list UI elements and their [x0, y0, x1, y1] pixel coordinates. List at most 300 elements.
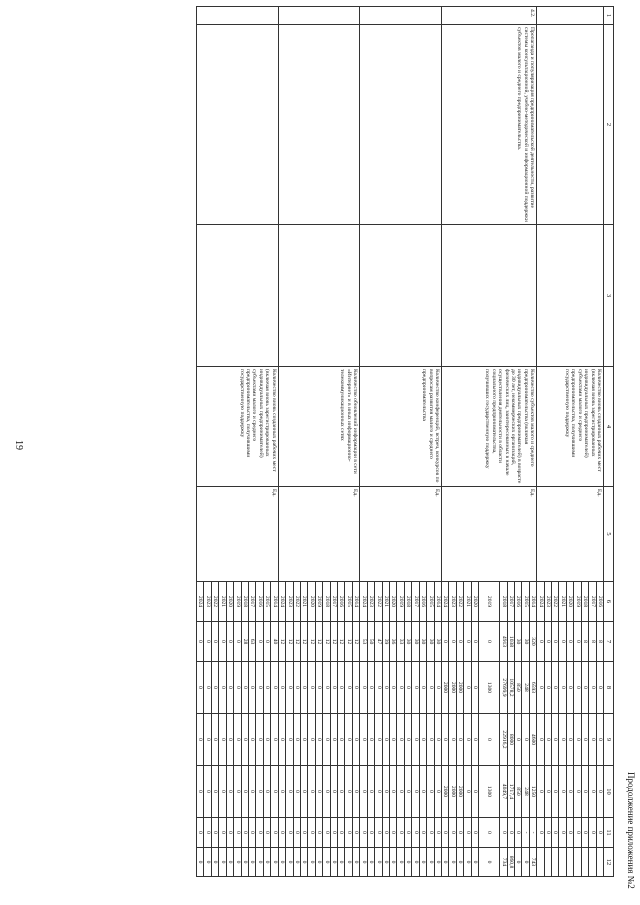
value-cell: 0	[315, 662, 322, 714]
value-cell: 0	[300, 714, 307, 766]
value-cell: 0	[293, 818, 300, 848]
executor-cell	[441, 225, 536, 367]
value-cell: 0	[204, 662, 211, 714]
value-cell: 0	[271, 848, 278, 877]
value-cell: 0	[427, 818, 434, 848]
value-cell: 0	[375, 662, 382, 714]
value-cell: 0	[596, 714, 603, 766]
year-cell: 2014	[271, 582, 278, 622]
header-row	[604, 7, 614, 877]
value-cell	[596, 848, 603, 877]
value-cell: 0	[197, 766, 204, 818]
year-cell: 2018	[404, 582, 411, 622]
value-cell: 2000	[456, 662, 463, 714]
value-cell: 22916,2	[500, 714, 507, 766]
value-cell: 8000	[507, 714, 514, 766]
value-cell: 0	[204, 766, 211, 818]
header-cell: 1	[604, 7, 614, 25]
year-cell: 2021	[300, 582, 307, 622]
header-cell: 3	[604, 225, 614, 367]
value-cell: 40	[271, 622, 278, 662]
value-cell: 0	[271, 818, 278, 848]
value-cell: 0	[315, 818, 322, 848]
value-cell: 0	[581, 818, 588, 848]
value-cell: 0	[456, 622, 463, 662]
value-cell: 0	[367, 766, 374, 818]
indicator-name-cell: Количество конференций, встреч, конкурсов по вопросам развития малого и среднего предпринимательства	[360, 367, 442, 487]
value-cell: 0	[382, 662, 389, 714]
year-cell: 2023	[449, 582, 456, 622]
value-cell: 0	[211, 818, 218, 848]
value-cell: 2000	[441, 766, 448, 818]
table-row	[352, 7, 359, 877]
value-cell: 0	[404, 662, 411, 714]
value-cell: 0	[234, 818, 241, 848]
value-cell: 0	[278, 848, 285, 877]
value-cell: 0	[479, 622, 500, 662]
value-cell: 0	[330, 714, 337, 766]
value-cell: 0	[479, 848, 500, 877]
value-cell: 248	[522, 766, 529, 818]
value-cell: 0	[500, 818, 507, 848]
year-cell: 2018	[581, 582, 588, 622]
value-cell	[581, 848, 588, 877]
value-cell: 0	[544, 662, 551, 714]
year-cell: 2015	[345, 582, 352, 622]
value-cell: 0	[566, 766, 573, 818]
value-cell: 0	[256, 766, 263, 818]
year-cell: 2022	[456, 582, 463, 622]
value-cell: 0	[308, 662, 315, 714]
value-cell: 0	[300, 766, 307, 818]
value-cell: 0	[241, 714, 248, 766]
value-cell: 12	[315, 622, 322, 662]
value-cell: 0	[300, 818, 307, 848]
value-cell: 33	[397, 622, 404, 662]
value-cell: 0	[293, 662, 300, 714]
value-cell: 0	[345, 848, 352, 877]
year-cell: 2019	[315, 582, 322, 622]
value-cell: 0	[574, 622, 581, 662]
value-cell: 0	[300, 848, 307, 877]
value-cell: 8	[589, 622, 596, 662]
value-cell: 0	[263, 848, 270, 877]
value-cell: 0	[256, 622, 263, 662]
value-cell: 0	[574, 714, 581, 766]
value-cell: 0	[596, 662, 603, 714]
value-cell: 30	[522, 622, 529, 662]
value-cell: 0	[293, 714, 300, 766]
value-cell: 0	[390, 848, 397, 877]
value-cell: 0	[559, 766, 566, 818]
value-cell: 0	[211, 848, 218, 877]
value-cell: 0	[419, 848, 426, 877]
header-cell: 5	[604, 487, 614, 582]
year-cell: 2017	[412, 582, 419, 622]
value-cell: 0	[456, 818, 463, 848]
value-cell: 0	[464, 662, 471, 714]
value-cell: 0	[375, 766, 382, 818]
value-cell: 0	[537, 714, 544, 766]
value-cell: 30	[427, 622, 434, 662]
value-cell: 0	[427, 714, 434, 766]
year-cell: 2020	[566, 582, 573, 622]
value-cell: 0	[581, 662, 588, 714]
value-cell: 0	[286, 848, 293, 877]
value-cell: -	[522, 818, 529, 848]
value-cell: 0	[293, 848, 300, 877]
value-cell: 0	[256, 818, 263, 848]
appendix-caption: Продолжение приложения №2	[626, 772, 636, 889]
table-row	[596, 7, 603, 877]
value-cell: 0	[522, 714, 529, 766]
table-row	[271, 7, 278, 877]
value-cell: 0	[219, 714, 226, 766]
value-cell: 0	[197, 714, 204, 766]
value-cell: 0	[552, 714, 559, 766]
value-cell: 0	[286, 766, 293, 818]
value-cell: 0	[471, 818, 478, 848]
value-cell	[574, 848, 581, 877]
year-cell: 2015	[522, 582, 529, 622]
value-cell: 860,8	[507, 848, 514, 877]
value-cell: 0	[434, 766, 441, 818]
value-cell: 850	[514, 662, 521, 714]
row-number-cell	[360, 7, 442, 25]
year-cell: 2018	[323, 582, 330, 622]
year-cell: 2022	[552, 582, 559, 622]
year-cell: 2016	[514, 582, 521, 622]
value-cell: 0	[419, 662, 426, 714]
value-cell: 0	[559, 818, 566, 848]
value-cell: 0	[427, 662, 434, 714]
value-cell: 12	[278, 622, 285, 662]
value-cell: 0	[559, 714, 566, 766]
value-cell: 0	[308, 766, 315, 818]
indicator-name-cell: Количество субъектов малого и среднего предпринимательства (включая индивидуальных предпринимателей) в возрасте до 30 лет, некоммерческих организаций, физических лиц, заинтересованных в начале осуществления деятельности в области социального предпринимательства, получивших государственную поддержку	[441, 367, 536, 487]
value-cell: 12	[300, 622, 307, 662]
year-cell: 2017	[330, 582, 337, 622]
value-cell: 0	[441, 848, 448, 877]
value-cell: 0	[367, 848, 374, 877]
value-cell: 0	[522, 848, 529, 877]
value-cell: 0	[559, 622, 566, 662]
value-cell: 53	[360, 622, 367, 662]
unit-cell: Ед.	[278, 487, 360, 582]
value-cell: 0	[286, 818, 293, 848]
value-cell: 0	[390, 662, 397, 714]
value-cell: 0	[263, 622, 270, 662]
executor-cell	[360, 225, 442, 367]
value-cell: -	[529, 818, 536, 848]
value-cell: 0	[308, 818, 315, 848]
value-cell: 27699,9	[500, 662, 507, 714]
value-cell: 0	[249, 662, 256, 714]
unit-cell: Ед.	[360, 487, 442, 582]
unit-cell: Ед.	[537, 487, 604, 582]
value-cell: 0	[596, 766, 603, 818]
value-cell: 0	[226, 714, 233, 766]
value-cell: 0	[219, 766, 226, 818]
year-cell: 2020	[308, 582, 315, 622]
value-cell: 0	[419, 766, 426, 818]
header-cell: 7	[604, 622, 614, 662]
value-cell: 0	[412, 848, 419, 877]
value-cell: 0	[219, 818, 226, 848]
value-cell: 0	[404, 818, 411, 848]
value-cell: 0	[397, 848, 404, 877]
value-cell: 0	[204, 848, 211, 877]
value-cell: 0	[256, 714, 263, 766]
year-cell: 2018	[241, 582, 248, 622]
unit-cell: Ед.	[441, 487, 536, 582]
unit-cell: Ед.	[197, 487, 279, 582]
table-body	[197, 7, 604, 877]
value-cell: 248	[522, 662, 529, 714]
executor-cell	[278, 225, 360, 367]
value-cell: 0	[434, 818, 441, 848]
value-cell: 0	[471, 622, 478, 662]
value-cell	[566, 848, 573, 877]
value-cell: 0	[323, 766, 330, 818]
value-cell: 0	[566, 714, 573, 766]
value-cell: 0	[544, 766, 551, 818]
value-cell: 0	[566, 818, 573, 848]
value-cell: 0	[323, 818, 330, 848]
value-cell: 39	[382, 622, 389, 662]
value-cell: 0	[338, 848, 345, 877]
value-cell: 0	[211, 622, 218, 662]
value-cell: 0	[596, 818, 603, 848]
value-cell: 0	[434, 714, 441, 766]
value-cell: 30	[419, 622, 426, 662]
value-cell: 0	[263, 766, 270, 818]
value-cell: 0	[449, 714, 456, 766]
value-cell: 0	[427, 848, 434, 877]
value-cell: 0	[278, 662, 285, 714]
value-cell: 0	[330, 766, 337, 818]
value-cell: 734	[500, 848, 507, 877]
value-cell: 0	[226, 848, 233, 877]
year-cell: 2014	[434, 582, 441, 622]
value-cell: 0	[367, 818, 374, 848]
value-cell: 0	[338, 766, 345, 818]
year-cell: 2023	[544, 582, 551, 622]
year-cell: 2017	[589, 582, 596, 622]
value-cell: 0	[471, 714, 478, 766]
value-cell: 0	[360, 818, 367, 848]
value-cell: 0	[271, 766, 278, 818]
year-cell: 2021	[559, 582, 566, 622]
value-cell: 2000	[449, 662, 456, 714]
value-cell: 0	[390, 818, 397, 848]
value-cell: 0	[375, 714, 382, 766]
year-cell: 2015	[427, 582, 434, 622]
value-cell: 0	[249, 848, 256, 877]
value-cell: 0	[390, 766, 397, 818]
value-cell: 0	[589, 662, 596, 714]
value-cell: 0	[256, 848, 263, 877]
value-cell: 1300	[479, 766, 500, 818]
row-number-cell	[537, 7, 604, 25]
value-cell: 0	[537, 818, 544, 848]
value-cell: 0	[234, 714, 241, 766]
value-cell: 12	[323, 622, 330, 662]
value-cell: 0	[456, 714, 463, 766]
value-cell: 0	[263, 714, 270, 766]
value-cell: 0	[234, 662, 241, 714]
value-cell: 0	[345, 714, 352, 766]
value-cell: 0	[382, 714, 389, 766]
value-cell: 47	[375, 622, 382, 662]
value-cell: 2000	[441, 662, 448, 714]
value-cell: 0	[404, 848, 411, 877]
header-cell: 8	[604, 662, 614, 714]
year-cell: 2023	[204, 582, 211, 622]
year-cell: 2024	[537, 582, 544, 622]
value-cell: 2000	[449, 766, 456, 818]
value-cell: 0	[559, 662, 566, 714]
value-cell: 8	[596, 622, 603, 662]
value-cell: 0	[249, 818, 256, 848]
value-cell: 0	[456, 848, 463, 877]
value-cell: 0	[323, 848, 330, 877]
year-cell: 2020	[471, 582, 478, 622]
value-cell: 0	[278, 714, 285, 766]
value-cell: 0	[338, 662, 345, 714]
value-cell: 0	[464, 818, 471, 848]
program-indicators-table	[196, 6, 614, 877]
value-cell: 0	[360, 714, 367, 766]
value-cell: 0	[581, 766, 588, 818]
value-cell: 63	[249, 622, 256, 662]
value-cell: 0	[412, 818, 419, 848]
value-cell: 0	[397, 818, 404, 848]
row-number-cell	[197, 7, 279, 25]
value-cell: 0	[330, 848, 337, 877]
value-cell: 30	[404, 622, 411, 662]
value-cell: 0	[197, 662, 204, 714]
value-cell: 0	[256, 662, 263, 714]
value-cell: 0	[360, 848, 367, 877]
value-cell: 0	[537, 622, 544, 662]
value-cell: 6593	[529, 662, 536, 714]
header-cell: 10	[604, 766, 614, 818]
year-cell: 2019	[234, 582, 241, 622]
year-cell: 2024	[441, 582, 448, 622]
indicator-name-cell: Количество вновь созданных рабочих мест (включая вновь зарегистрированных индивидуальных предпринимателей) субъектами малого и среднего предпринимательства, получившими государственную поддержку	[197, 367, 279, 487]
value-cell: 0	[397, 662, 404, 714]
value-cell: 0	[449, 622, 456, 662]
value-cell	[537, 848, 544, 877]
executor-cell	[537, 225, 604, 367]
value-cell: 0	[271, 662, 278, 714]
year-cell: 2021	[382, 582, 389, 622]
value-cell: 0	[404, 766, 411, 818]
value-cell: 0	[507, 818, 514, 848]
value-cell: 0	[226, 662, 233, 714]
value-cell: 0	[278, 766, 285, 818]
value-cell	[552, 848, 559, 877]
value-cell: 0	[234, 848, 241, 877]
value-cell: 30	[434, 622, 441, 662]
year-cell: 2016	[596, 582, 603, 622]
table-row	[434, 7, 441, 877]
value-cell: 0	[286, 714, 293, 766]
value-cell: 0	[382, 848, 389, 877]
value-cell: 0	[441, 622, 448, 662]
year-cell: 2021	[219, 582, 226, 622]
value-cell: 12	[330, 622, 337, 662]
value-cell: 0	[419, 714, 426, 766]
value-cell: 0	[514, 818, 521, 848]
value-cell: 0	[449, 848, 456, 877]
value-cell: 0	[390, 714, 397, 766]
value-cell: 0	[589, 818, 596, 848]
value-cell: 0	[308, 848, 315, 877]
value-cell: 0	[464, 714, 471, 766]
value-cell: 0	[434, 848, 441, 877]
value-cell: 0	[241, 818, 248, 848]
value-cell: 30	[514, 622, 521, 662]
value-cell: 0	[581, 714, 588, 766]
value-cell: 0	[464, 622, 471, 662]
value-cell: 0	[514, 848, 521, 877]
value-cell: 0	[211, 662, 218, 714]
value-cell: 1717,4	[507, 766, 514, 818]
value-cell: 4049,7	[500, 766, 507, 818]
value-cell: 0	[263, 662, 270, 714]
value-cell: 0	[204, 818, 211, 848]
value-cell: 0	[427, 766, 434, 818]
value-cell: 0	[338, 818, 345, 848]
value-cell: 0	[574, 818, 581, 848]
value-cell: 0	[552, 622, 559, 662]
year-cell: 2023	[286, 582, 293, 622]
value-cell: 1300	[479, 662, 500, 714]
value-cell: 0	[464, 766, 471, 818]
value-cell: 0	[352, 714, 359, 766]
year-cell: 2024	[197, 582, 204, 622]
value-cell: 0	[271, 714, 278, 766]
event-name-cell: Пропаганда и популяризация предпринимательской деятельности, развитие системы консультационной, учебно-методической и информационной поддержки субъектов малого и среднего предпринимательства.	[441, 25, 536, 225]
value-cell: 0	[286, 662, 293, 714]
value-cell: 0	[234, 766, 241, 818]
value-cell: 743	[529, 848, 536, 877]
header-cell: 9	[604, 714, 614, 766]
value-cell: 0	[211, 714, 218, 766]
value-cell: 0	[345, 662, 352, 714]
value-cell: 0	[441, 818, 448, 848]
value-cell: 0	[479, 818, 500, 848]
value-cell: 0	[552, 662, 559, 714]
row-number-cell	[278, 7, 360, 25]
value-cell: 12	[293, 622, 300, 662]
value-cell: 0	[514, 714, 521, 766]
value-cell: 0	[589, 766, 596, 818]
table-row	[529, 7, 536, 877]
value-cell: 0	[315, 848, 322, 877]
value-cell: 0	[537, 662, 544, 714]
year-cell: 2022	[375, 582, 382, 622]
value-cell: 0	[367, 662, 374, 714]
value-cell: 0	[419, 818, 426, 848]
value-cell: 0	[197, 818, 204, 848]
header-cell: 11	[604, 818, 614, 848]
value-cell: 1038	[507, 622, 514, 662]
value-cell: 320	[529, 622, 536, 662]
value-cell: 0	[249, 714, 256, 766]
